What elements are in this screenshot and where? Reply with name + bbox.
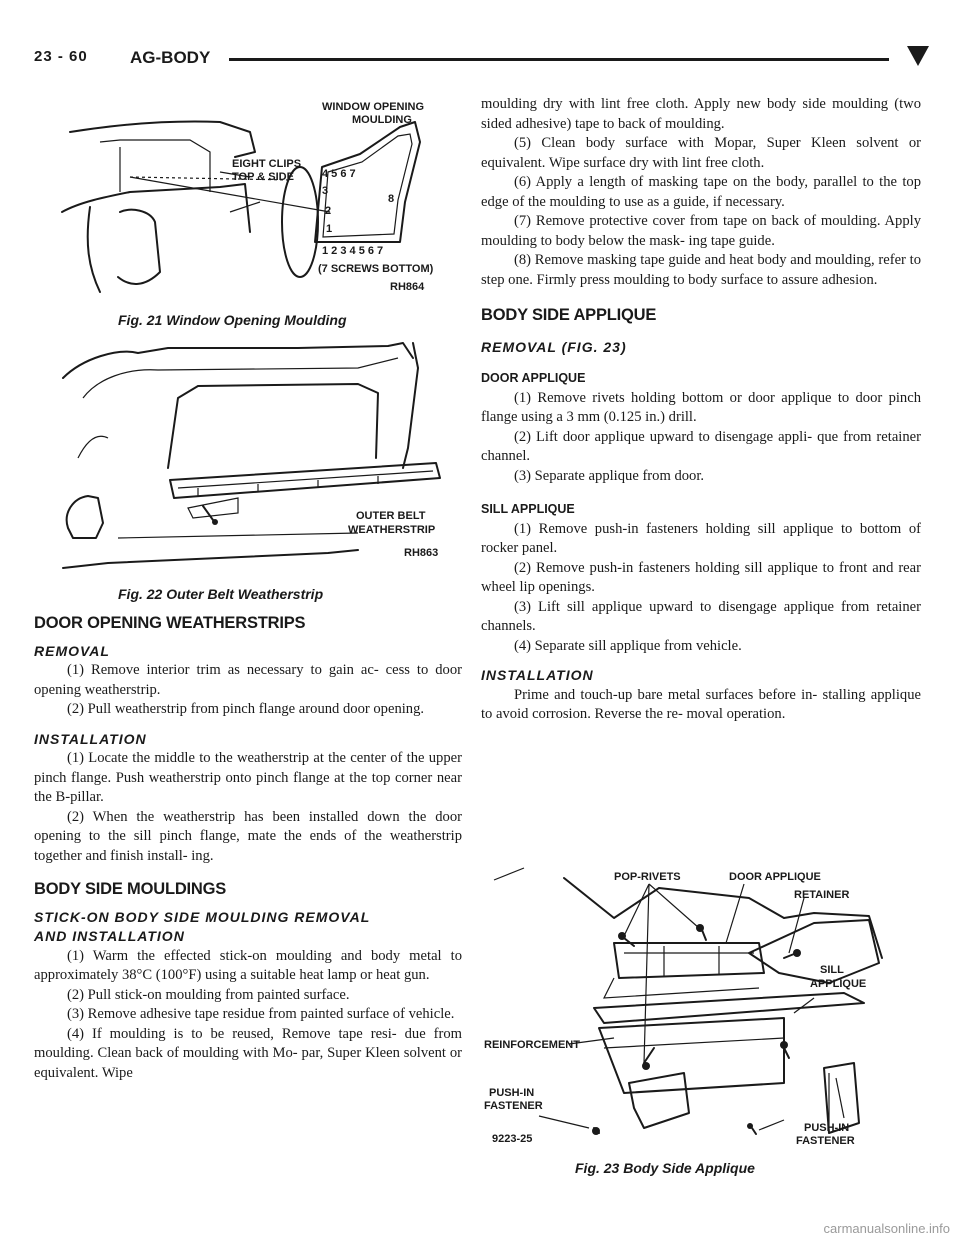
stick-on-heading-1: STICK-ON BODY SIDE MOULDING REMOVAL	[34, 908, 371, 925]
caption-fig23: Fig. 23 Body Side Applique	[575, 1160, 755, 1176]
label-weatherstrip: WEATHERSTRIP	[348, 524, 436, 536]
label-applique: APPLIQUE	[810, 978, 867, 990]
door-removal-heading: REMOVAL	[34, 642, 110, 659]
page-header	[34, 40, 929, 76]
moulding-step-8: (8) Remove masking tape guide and heat body and moulding, refer to step one. Firmly press moulding to body surface to assure adhesion.	[481, 252, 921, 288]
sill-applique-step-3: (3) Lift sill applique upward to disengage applique from retainer channels.	[481, 598, 921, 634]
moulding-step-5: (5) Clean body surface with Mopar, Super Kleen solvent or equivalent. Wipe surface dry with lint free cloth.	[481, 135, 921, 171]
door-applique-step-1: (1) Remove rivets holding bottom or door applique to door pinch flange using a 3 mm (0.125 in.) drill.	[481, 389, 921, 425]
label-push-in-1: PUSH-IN	[489, 1087, 535, 1099]
sill-applique-step-1: (1) Remove push-in fasteners holding sill applique to bottom of rocker panel.	[481, 520, 921, 556]
header-rule	[229, 58, 889, 61]
clip-number-8: 8	[388, 193, 395, 205]
moulding-step-2: (2) Pull stick-on moulding from painted surface.	[67, 986, 350, 1003]
door-applique-heading: DOOR APPLIQUE	[481, 371, 586, 385]
label-sill: SILL	[820, 964, 844, 976]
sill-applique-step-2: (2) Remove push-in fasteners holding sill applique to front and rear wheel lip openings.	[481, 559, 921, 595]
figure-body-side-applique	[484, 858, 884, 1158]
label-fastener-2: FASTENER	[796, 1135, 855, 1147]
moulding-step-6: (6) Apply a length of masking tape on the body, parallel to the top edge of the moulding to use as a guide, if necessary.	[481, 174, 921, 210]
door-installation-step-2: (2) When the weatherstrip has been installed down the door opening to the sill pinch flange, mate the ends of the weatherstrip together and finish install- ing.	[34, 808, 462, 864]
clip-number-1: 1	[326, 223, 333, 235]
left-column	[34, 614, 462, 1083]
label-moulding: MOULDING	[352, 114, 412, 126]
caption-fig22: Fig. 22 Outer Belt Weatherstrip	[118, 586, 324, 602]
sill-applique-heading: SILL APPLIQUE	[481, 502, 575, 516]
moulding-step-1: (1) Warm the effected stick-on moulding and body metal to approximately 38°C (100°F) using a suitable heat lamp or heat gun.	[34, 947, 462, 983]
applique-installation-heading: INSTALLATION	[481, 667, 594, 683]
label-code-rh863: RH863	[404, 547, 439, 559]
moulding-step-7: (7) Remove protective cover from tape on back of moulding. Apply moulding to body below the mask- ing tape guide.	[481, 213, 921, 249]
label-top-side: TOP & SIDE	[232, 171, 294, 183]
page-number: 23 - 60	[34, 48, 88, 65]
moulding-step-4: (4) If moulding is to be reused, Remove tape resi- due from moulding. Clean back of moulding with Mo- par, Super Kleen solvent or equivalent. Wipe	[34, 1025, 462, 1081]
moulding-step-3: (3) Remove adhesive tape residue from painted surface of vehicle.	[67, 1006, 455, 1022]
triangle-icon	[907, 46, 929, 66]
continued-text: moulding dry with lint free cloth. Apply new body side moulding (two sided adhesive) tape to back of moulding.	[481, 96, 921, 132]
door-applique-step-3: (3) Separate applique from door.	[514, 467, 705, 484]
label-door-applique: DOOR APPLIQUE	[729, 871, 821, 883]
label-code-rh864: RH864	[390, 281, 425, 293]
caption-fig21: Fig. 21 Window Opening Moulding	[118, 312, 347, 328]
sill-applique-step-4: (4) Separate sill applique from vehicle.	[514, 637, 742, 654]
applique-removal-heading: REMOVAL (FIG. 23)	[481, 338, 627, 355]
label-screws-bottom: (7 SCREWS BOTTOM)	[318, 263, 434, 275]
door-removal-step-2: (2) Pull weatherstrip from pinch flange around door opening.	[67, 701, 425, 717]
label-outer-belt: OUTER BELT	[356, 510, 426, 522]
door-removal-step-1: (1) Remove interior trim as necessary to gain ac- cess to door opening weatherstrip.	[34, 662, 462, 698]
door-installation-heading: INSTALLATION	[34, 730, 147, 747]
applique-installation-text: Prime and touch-up bare metal surfaces before in- stalling applique to avoid corrosion. Reverse the re- moval operation.	[481, 686, 921, 722]
label-code-9223-25: 9223-25	[492, 1133, 533, 1145]
body-side-applique-title: BODY SIDE APPLIQUE	[481, 306, 657, 324]
clip-numbers-top: 4 5 6 7	[322, 168, 356, 180]
label-fastener-1: FASTENER	[484, 1100, 543, 1112]
label-pop-rivets: POP-RIVETS	[614, 871, 681, 883]
watermark: carmanualsonline.info	[823, 1221, 950, 1236]
label-reinforcement: REINFORCEMENT	[484, 1039, 580, 1051]
label-retainer: RETAINER	[794, 889, 850, 901]
stick-on-heading-2: AND INSTALLATION	[34, 928, 185, 944]
figure-outer-belt-weatherstrip	[58, 338, 458, 578]
clip-number-2: 2	[325, 205, 332, 217]
section-title: AG-BODY	[130, 48, 211, 67]
body-side-mouldings-title: BODY SIDE MOULDINGS	[34, 880, 227, 898]
door-installation-step-1: (1) Locate the middle to the weatherstrip at the center of the upper pinch flange. Push weatherstrip onto pinch flange at the top corner near the B-pillar.	[34, 750, 462, 805]
figure-window-opening-moulding	[60, 92, 460, 302]
door-applique-step-2: (2) Lift door applique upward to disengage appli- que from retainer channel.	[481, 428, 921, 464]
label-push-in-2: PUSH-IN	[804, 1122, 850, 1134]
screw-numbers: 1 2 3 4 5 6 7	[322, 245, 384, 257]
right-column	[481, 95, 921, 725]
clip-number-3: 3	[322, 185, 329, 197]
label-window-opening: WINDOW OPENING	[322, 101, 425, 113]
label-eight-clips: EIGHT CLIPS	[232, 158, 302, 170]
door-opening-title: DOOR OPENING WEATHERSTRIPS	[34, 614, 306, 632]
